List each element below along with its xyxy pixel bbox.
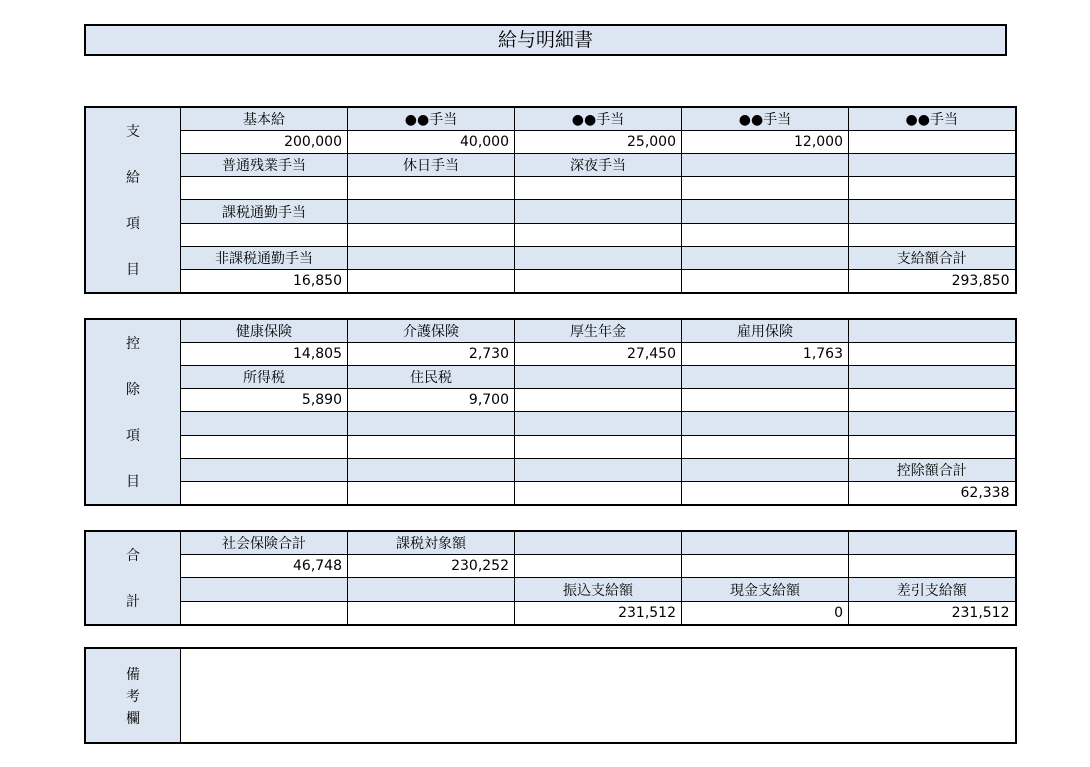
item-value-cell[interactable]: 46,748: [181, 555, 348, 578]
item-value-cell[interactable]: 12,000: [682, 131, 849, 154]
item-label-cell: [515, 246, 682, 269]
item-label-cell: 普通残業手当: [181, 154, 348, 177]
item-label-cell: 厚生年金: [515, 319, 682, 343]
item-value-cell[interactable]: [682, 481, 849, 505]
label-row: [85, 578, 1016, 601]
side-label-char: 項: [126, 428, 140, 444]
side-label-char: 項: [126, 216, 140, 232]
value-row: [85, 481, 1016, 505]
item-label-cell: [348, 200, 515, 223]
item-label-cell: ●●手当: [515, 107, 682, 131]
item-value-cell[interactable]: [849, 223, 1016, 246]
label-row: [85, 366, 1016, 389]
remarks-field[interactable]: [181, 648, 1016, 743]
item-label-cell: [682, 366, 849, 389]
item-label-cell: [682, 412, 849, 435]
item-label-cell: [348, 458, 515, 481]
item-label-cell: 介護保険: [348, 319, 515, 343]
value-row: [85, 269, 1016, 293]
item-value-cell[interactable]: 25,000: [515, 131, 682, 154]
deductions-side-label: [85, 319, 181, 505]
remarks-side-char: 欄: [126, 710, 140, 727]
side-label-char: 目: [126, 474, 140, 490]
item-value-cell[interactable]: [181, 601, 348, 625]
item-label-cell: [515, 366, 682, 389]
item-value-cell[interactable]: 293,850: [849, 269, 1016, 293]
item-label-cell: 現金支給額: [682, 578, 849, 601]
item-label-cell: 深夜手当: [515, 154, 682, 177]
item-label-cell: [849, 154, 1016, 177]
item-label-cell: [849, 319, 1016, 343]
label-row: [85, 531, 1016, 555]
item-value-cell[interactable]: [181, 481, 348, 505]
item-label-cell: 振込支給額: [515, 578, 682, 601]
item-label-cell: 支給額合計: [849, 246, 1016, 269]
item-label-cell: [181, 412, 348, 435]
item-label-cell: 所得税: [181, 366, 348, 389]
value-row: [85, 343, 1016, 366]
item-label-cell: [849, 366, 1016, 389]
item-value-cell[interactable]: [348, 481, 515, 505]
value-row: [85, 555, 1016, 578]
side-label-char: 目: [126, 262, 140, 278]
item-label-cell: 差引支給額: [849, 578, 1016, 601]
side-label-char: 給: [126, 170, 140, 186]
item-value-cell[interactable]: [682, 177, 849, 200]
item-label-cell: 控除額合計: [849, 458, 1016, 481]
value-row: [85, 131, 1016, 154]
item-value-cell[interactable]: [181, 435, 348, 458]
item-value-cell[interactable]: 5,890: [181, 389, 348, 412]
side-label-char: 合: [126, 548, 140, 564]
item-label-cell: [682, 458, 849, 481]
item-value-cell[interactable]: 16,850: [181, 269, 348, 293]
item-value-cell[interactable]: [348, 269, 515, 293]
item-value-cell[interactable]: [682, 555, 849, 578]
item-value-cell[interactable]: [682, 269, 849, 293]
item-label-cell: 健康保険: [181, 319, 348, 343]
totals-table: [84, 530, 1017, 626]
remarks-side-label: [85, 648, 181, 743]
item-value-cell[interactable]: [515, 435, 682, 458]
item-label-cell: ●●手当: [348, 107, 515, 131]
item-value-cell[interactable]: [849, 555, 1016, 578]
item-value-cell[interactable]: 231,512: [849, 601, 1016, 625]
item-value-cell[interactable]: [181, 223, 348, 246]
item-label-cell: [181, 458, 348, 481]
item-label-cell: 雇用保険: [682, 319, 849, 343]
item-value-cell[interactable]: [348, 435, 515, 458]
value-row: [85, 435, 1016, 458]
item-label-cell: [682, 154, 849, 177]
item-label-cell: 非課税通勤手当: [181, 246, 348, 269]
item-value-cell[interactable]: [515, 223, 682, 246]
value-row: [85, 177, 1016, 200]
item-value-cell[interactable]: 1,763: [682, 343, 849, 366]
item-value-cell[interactable]: [682, 435, 849, 458]
item-value-cell[interactable]: [348, 177, 515, 200]
remarks-table: [84, 647, 1017, 744]
item-value-cell[interactable]: 9,700: [348, 389, 515, 412]
item-label-cell: [849, 531, 1016, 555]
side-label-char: 支: [126, 124, 140, 140]
item-value-cell[interactable]: 231,512: [515, 601, 682, 625]
item-value-cell[interactable]: 14,805: [181, 343, 348, 366]
item-value-cell[interactable]: [348, 223, 515, 246]
item-label-cell: [515, 531, 682, 555]
item-label-cell: 休日手当: [348, 154, 515, 177]
item-value-cell[interactable]: [682, 223, 849, 246]
item-value-cell[interactable]: [348, 601, 515, 625]
value-row: [85, 389, 1016, 412]
item-value-cell[interactable]: [515, 555, 682, 578]
value-row: [85, 601, 1016, 625]
item-value-cell[interactable]: [849, 131, 1016, 154]
payments-side-label: [85, 107, 181, 293]
document-title: 給与明細書: [84, 24, 1007, 56]
label-row: [85, 154, 1016, 177]
item-label-cell: 住民税: [348, 366, 515, 389]
item-value-cell[interactable]: [515, 481, 682, 505]
item-value-cell[interactable]: 27,450: [515, 343, 682, 366]
side-label-char: 控: [126, 336, 140, 352]
remarks-side-char: 考: [126, 688, 140, 705]
item-value-cell[interactable]: 230,252: [348, 555, 515, 578]
label-row: [85, 246, 1016, 269]
item-label-cell: [181, 578, 348, 601]
value-row: [85, 223, 1016, 246]
item-value-cell[interactable]: 200,000: [181, 131, 348, 154]
item-label-cell: [682, 200, 849, 223]
item-label-cell: 課税通勤手当: [181, 200, 348, 223]
item-value-cell[interactable]: [682, 389, 849, 412]
item-value-cell[interactable]: [849, 343, 1016, 366]
side-label-char: 計: [126, 594, 140, 610]
item-label-cell: 社会保険合計: [181, 531, 348, 555]
item-label-cell: [682, 246, 849, 269]
item-value-cell[interactable]: [515, 269, 682, 293]
item-label-cell: [849, 412, 1016, 435]
label-row: [85, 107, 1016, 131]
label-row: [85, 319, 1016, 343]
label-row: [85, 412, 1016, 435]
totals-side-label: [85, 531, 181, 625]
item-value-cell[interactable]: 0: [682, 601, 849, 625]
item-label-cell: [515, 200, 682, 223]
item-value-cell[interactable]: 62,338: [849, 481, 1016, 505]
item-value-cell[interactable]: [515, 177, 682, 200]
label-row: [85, 458, 1016, 481]
payments-table: [84, 106, 1017, 294]
remarks-side-char: 備: [126, 666, 140, 683]
item-label-cell: ●●手当: [849, 107, 1016, 131]
item-value-cell[interactable]: [849, 435, 1016, 458]
item-value-cell[interactable]: [849, 389, 1016, 412]
item-label-cell: 課税対象額: [348, 531, 515, 555]
item-label-cell: [515, 458, 682, 481]
item-value-cell[interactable]: [849, 177, 1016, 200]
item-value-cell[interactable]: [181, 177, 348, 200]
item-value-cell[interactable]: [515, 389, 682, 412]
item-label-cell: [348, 412, 515, 435]
label-row: [85, 200, 1016, 223]
item-label-cell: [348, 578, 515, 601]
item-label-cell: [682, 531, 849, 555]
item-label-cell: ●●手当: [682, 107, 849, 131]
deductions-table: [84, 318, 1017, 506]
item-label-cell: 基本給: [181, 107, 348, 131]
item-value-cell[interactable]: 40,000: [348, 131, 515, 154]
item-label-cell: [348, 246, 515, 269]
item-label-cell: [849, 200, 1016, 223]
item-value-cell[interactable]: 2,730: [348, 343, 515, 366]
side-label-char: 除: [126, 382, 140, 398]
item-label-cell: [515, 412, 682, 435]
